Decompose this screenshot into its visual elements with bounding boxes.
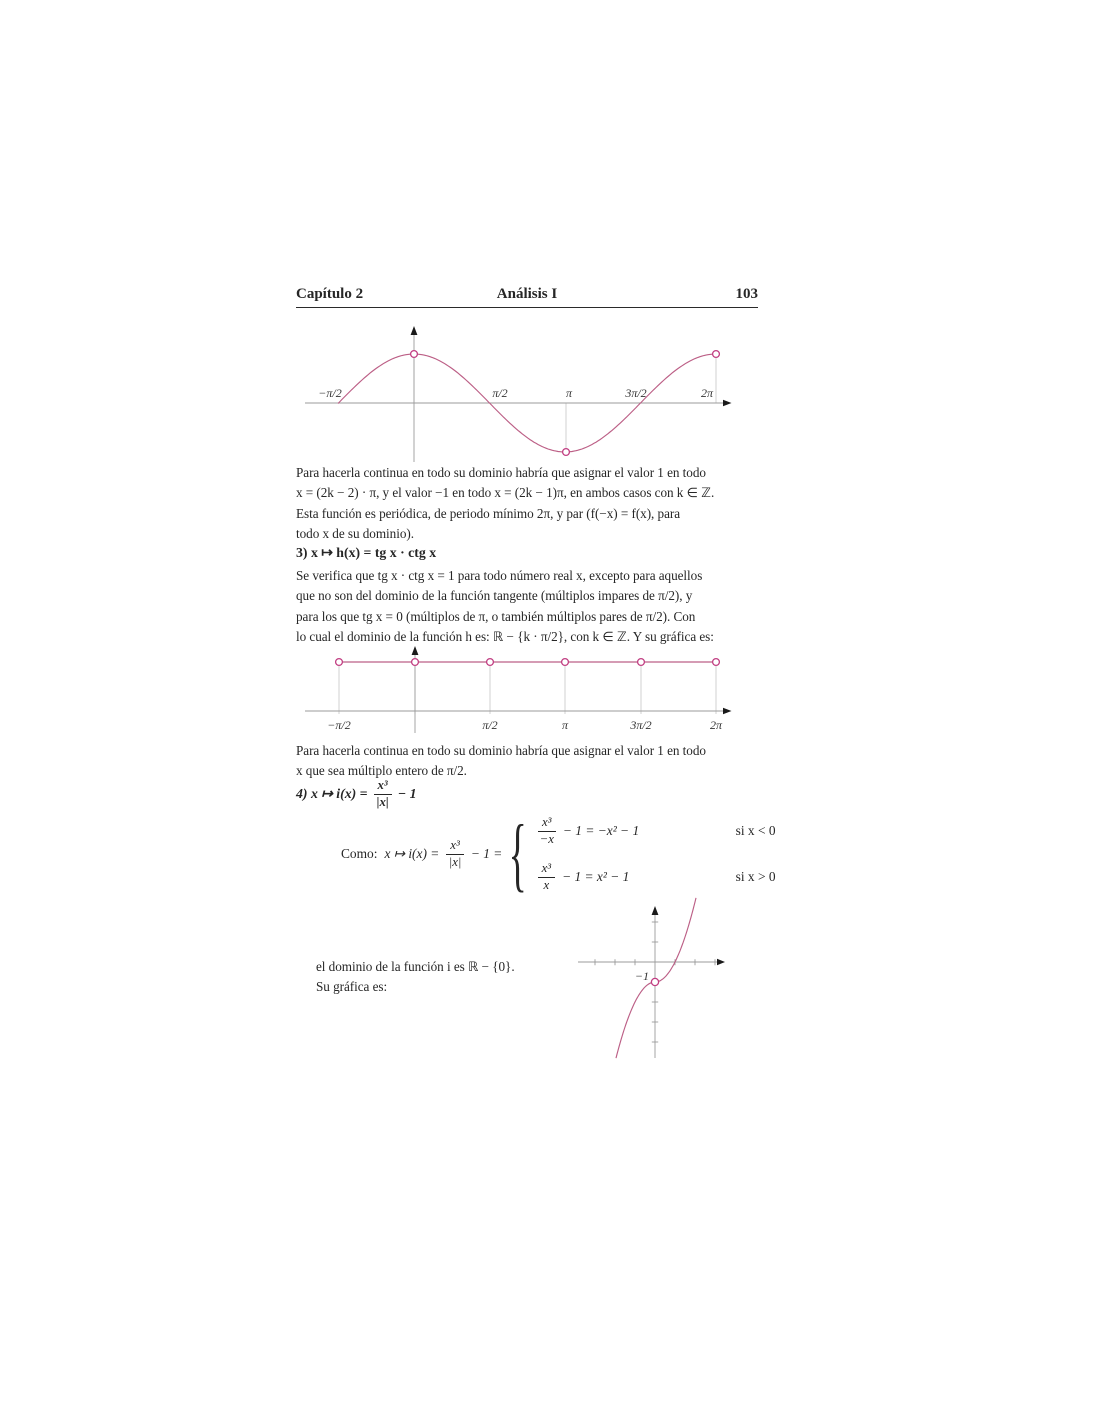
text-line: Esta función es periódica, de periodo mínimo 2π, y par (f(−x) = f(x), para <box>296 505 681 521</box>
x-tick-label: −π/2 <box>318 386 342 400</box>
para-domain <box>316 957 556 998</box>
y-axis-arrow-icon <box>652 906 659 915</box>
case-condition: si x > 0 <box>735 869 776 885</box>
open-point <box>412 659 419 666</box>
fraction-denominator: −x <box>539 831 554 846</box>
heading4-suffix: − 1 <box>397 786 417 802</box>
open-point <box>651 978 658 985</box>
heading4-prefix: 4) x ↦ i(x) = <box>296 786 368 802</box>
heading-item-3: 3) x ↦ h(x) = tg x · ctg x <box>296 545 437 560</box>
heading-item-4 <box>296 778 417 811</box>
x-axis-arrow-icon <box>717 959 725 965</box>
header-chapter: Capítulo 2 <box>296 286 364 302</box>
x-tick-label: 3π/2 <box>625 386 647 400</box>
text-line: x que sea múltiplo entero de π/2. <box>296 763 467 779</box>
open-point <box>562 659 569 666</box>
x-axis-arrow-icon <box>723 708 732 714</box>
case-condition: si x < 0 <box>735 823 776 839</box>
curve-positive-branch <box>655 898 696 982</box>
para-continuity-1 <box>296 463 766 545</box>
case-expression: − 1 = x² − 1 <box>562 869 630 885</box>
fraction-numerator: x³ <box>374 778 392 795</box>
case-expression: − 1 = −x² − 1 <box>562 823 640 839</box>
y-axis-arrow-icon <box>412 646 419 655</box>
x-tick-label: π <box>565 386 573 400</box>
guide-lines <box>339 666 716 714</box>
open-point <box>411 351 418 358</box>
open-point <box>713 659 720 666</box>
fraction-numerator: x³ <box>446 838 464 855</box>
left-brace: { <box>508 808 528 901</box>
x-tick-label: 3π/2 <box>630 718 652 732</box>
fraction <box>538 815 556 848</box>
text-line: x = (2k − 2) · π, y el valor −1 en todo x = (2k − 1)π, en ambos casos con k ∈ ℤ. <box>296 485 715 501</box>
hole-value-label: −1 <box>634 969 649 983</box>
fraction <box>538 861 556 894</box>
x-tick-label: −π/2 <box>327 718 351 732</box>
open-point <box>638 659 645 666</box>
figure-cubic-graph <box>570 895 735 1070</box>
text-line: que no son del dominio de la función tangente (múltiplos impares de π/2), y <box>296 588 693 604</box>
fraction-denominator: |x| <box>376 794 389 809</box>
open-point <box>336 659 343 666</box>
open-point <box>563 449 570 456</box>
fraction-numerator: x³ <box>538 815 556 832</box>
text-line: Se verifica que tg x · ctg x = 1 para todo número real x, excepto para aquellos <box>296 568 703 583</box>
como-lhs: x ↦ i(x) = <box>384 846 440 862</box>
como-mid: − 1 = <box>470 846 503 862</box>
x-tick-label: 2π <box>700 386 714 400</box>
curve-negative-branch <box>616 982 655 1058</box>
fraction <box>374 778 392 811</box>
x-tick-label: π/2 <box>482 718 498 732</box>
fraction-numerator: x³ <box>538 861 556 878</box>
open-point <box>713 351 720 358</box>
open-points <box>651 978 658 985</box>
page-header <box>296 286 758 308</box>
text-line: Para hacerla continua en todo su dominio habría que asignar el valor 1 en todo <box>296 465 706 480</box>
x-axis-arrow-icon <box>723 400 732 406</box>
fraction-denominator: |x| <box>448 854 462 869</box>
x-tick-label: π <box>561 718 569 732</box>
figure-cosine-graph <box>290 316 750 466</box>
text-line: lo cual el dominio de la función h es: ℝ − {k · π/2}, con k ∈ ℤ. Y su gráfica es: <box>296 629 714 645</box>
x-tick-label: π/2 <box>492 386 508 400</box>
text-line: el dominio de la función i es ℝ − {0}. <box>316 959 515 974</box>
text-line: para los que tg x = 0 (múltiplos de π, o también múltiplos pares de π/2). Con <box>296 608 696 624</box>
case-negative <box>538 815 776 848</box>
text-line: Para hacerla continua en todo su dominio habría que asignar el valor 1 en todo <box>296 743 706 758</box>
fraction-denominator: x <box>543 877 550 892</box>
text-line: Su gráfica es: <box>316 979 388 995</box>
case-positive <box>538 861 776 894</box>
como-label: Como: <box>341 846 378 862</box>
fraction <box>446 838 464 871</box>
piecewise-cases <box>538 815 776 894</box>
formula-como <box>341 808 776 901</box>
para-continuity-2 <box>296 741 766 782</box>
open-point <box>487 659 494 666</box>
header-page-number: 103 <box>735 286 758 302</box>
text-line: todo x de su dominio). <box>296 526 414 542</box>
x-tick-label: 2π <box>709 718 723 732</box>
y-axis-arrow-icon <box>411 326 418 335</box>
header-title: Análisis I <box>496 286 558 302</box>
figure-constant-graph <box>290 635 750 735</box>
